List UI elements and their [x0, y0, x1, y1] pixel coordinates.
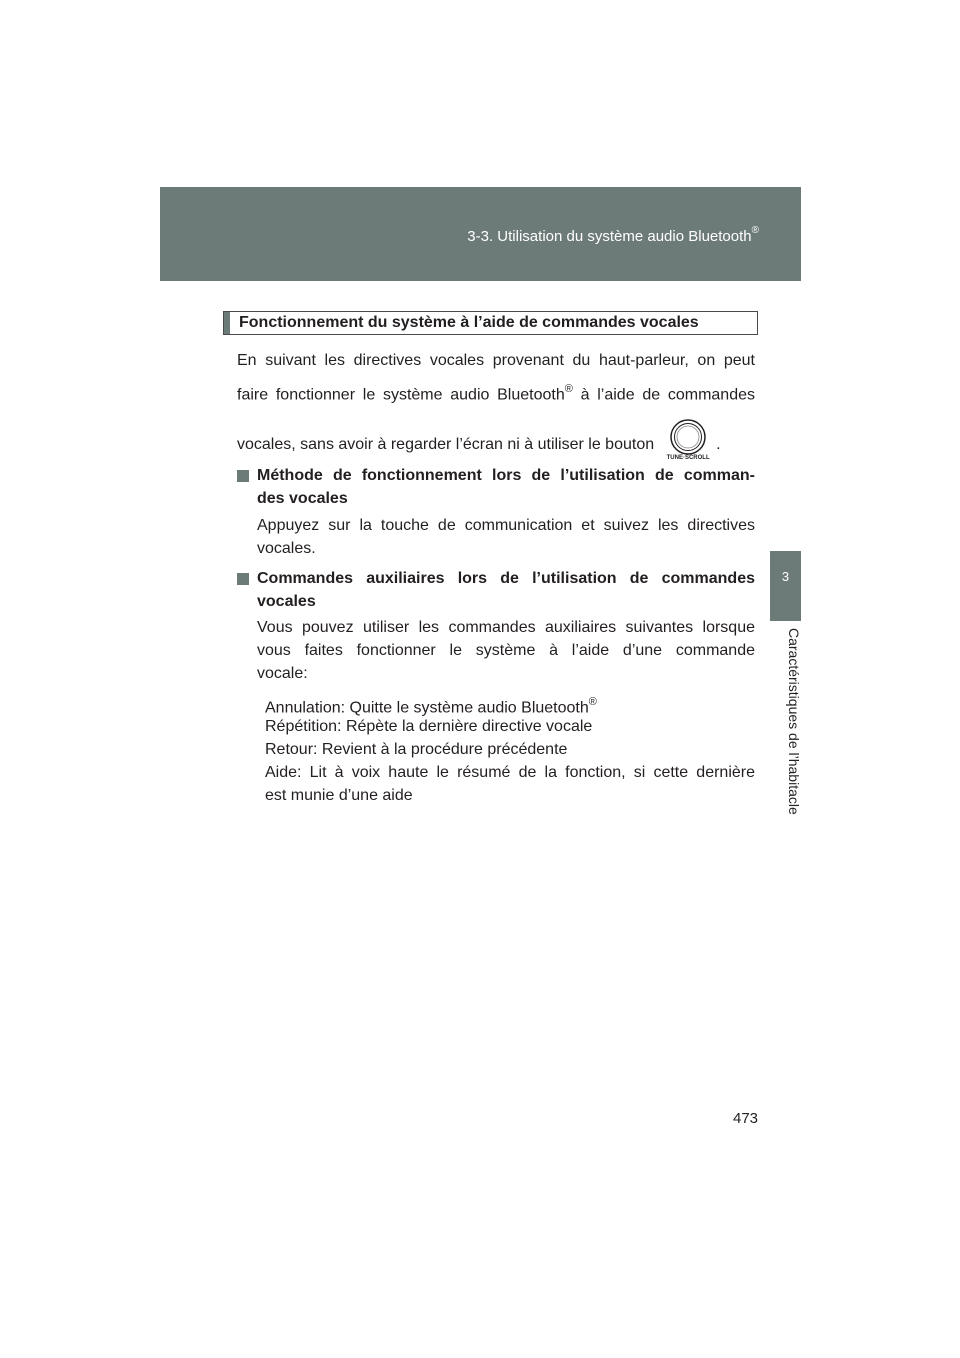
chapter-side-label: Caractéristiques de l’habitacle — [786, 628, 802, 815]
knob-label: TUNE·SCROLL — [666, 455, 710, 461]
intro-line-3: vocales, sans avoir à regarder l’écran ni à utiliser le bouton TUNE·SCROLL . — [237, 423, 755, 467]
page-number: 473 — [733, 1110, 759, 1127]
chapter-number: 3 — [781, 569, 790, 584]
intro-line-2: faire fonctionner le système audio Bluetooth® à l’aide de commandes — [237, 383, 756, 404]
chapter-side-tab — [770, 551, 801, 621]
bullet-square-2 — [237, 573, 249, 585]
bullet-square-1 — [237, 470, 249, 482]
intro-line-1: En suivant les directives vocales provenant du haut-parleur, on peut — [237, 352, 755, 369]
command-help: Aide: Lit à voix haute le résumé de la fonction, si cette dernière est munie d’une aide — [265, 764, 755, 804]
section-title-bar — [224, 312, 230, 334]
subsection-2-body: Vous pouvez utiliser les commandes auxiliaires suivantes lorsque vous faites fonctionner le système à l’aide d’une commande vocale: — [257, 619, 755, 682]
section-title: Fonctionnement du système à l’aide de commandes vocales — [239, 314, 699, 331]
subsection-1-body: Appuyez sur la touche de communication et suivez les directives vocales. — [257, 517, 755, 557]
subsection-2-heading: Commandes auxiliaires lors de l’utilisation de commandes vocales — [257, 570, 755, 610]
command-cancel: Annulation: Quitte le système audio Bluetooth® — [265, 696, 597, 717]
chapter-header-band — [160, 187, 801, 281]
subsection-1-heading: Méthode de fonctionnement lors de l’utilisation de comman- des vocales — [257, 467, 755, 507]
command-back: Retour: Revient à la procédure précédente — [265, 741, 568, 758]
tune-scroll-knob-icon — [666, 417, 710, 461]
section-title-box — [223, 311, 758, 335]
chapter-header-title: 3-3. Utilisation du système audio Bluetooth® — [467, 225, 759, 245]
command-repeat: Répétition: Répète la dernière directive vocale — [265, 718, 593, 735]
